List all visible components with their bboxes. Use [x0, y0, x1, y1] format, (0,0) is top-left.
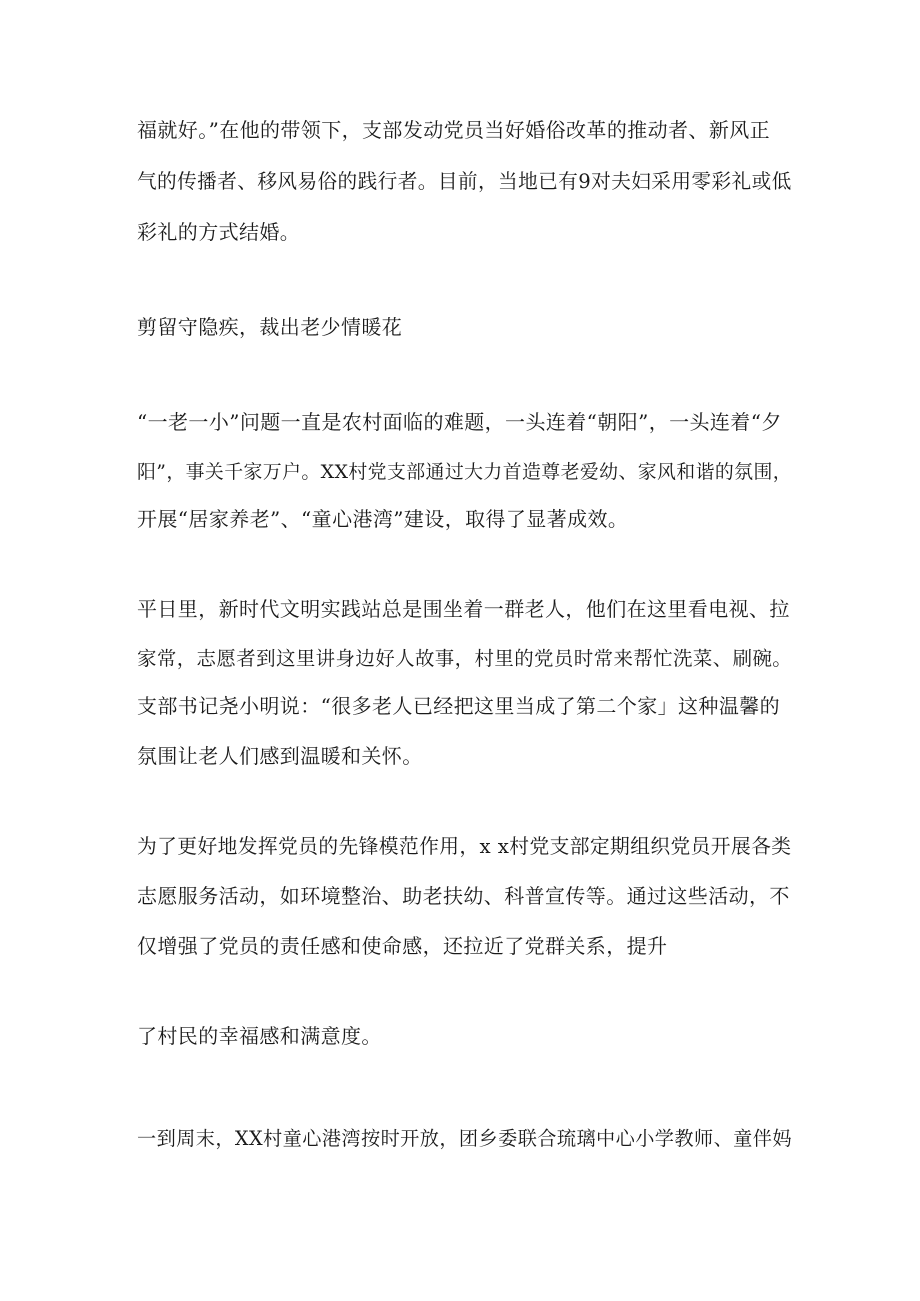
paragraph-7-line-1: 一到周末，XX村童心港湾按时开放，团乡委联合琉璃中心小学教师、童伴妈: [137, 1127, 792, 1150]
paragraph-1-line-3: 彩礼的方式结婚。: [137, 220, 301, 244]
paragraph-5-line-1: 为了更好地发挥党员的先锋模范作用，x x村党支部定期组织党员开展各类: [137, 835, 792, 858]
paragraph-5-line-3: 仅增强了党员的责任感和使命感，还拉近了党群关系，提升: [137, 934, 668, 958]
paragraph-4-line-2: 家常，志愿者到这里讲身边好人故事，村里的党员时常来帮忙洗菜、刷碗。: [137, 647, 793, 670]
paragraph-6-line-1: 了村民的幸福感和满意度。: [137, 1024, 382, 1048]
paragraph-4-line-1: 平日里，新时代文明实践站总是围坐着一群老人，他们在这里看电视、拉: [137, 597, 790, 621]
paragraph-5-line-2: 志愿服务活动，如环境整治、助老扶幼、科普宣传等。通过这些活动，不: [137, 884, 790, 908]
paragraph-4-line-4: 氛围让老人们感到温暖和关怀。: [137, 744, 423, 768]
paragraph-3-line-2: 阳”，事关千家万户。XX村党支部通过大力首造尊老爱幼、家风和谐的氛围，: [137, 461, 793, 483]
paragraph-1-line-1: 福就好。”在他的带领下，支部发动党员当好婚俗改革的推动者、新风正: [137, 118, 771, 142]
paragraph-3-line-1: “一老一小”问题一直是农村面临的难题，一头连着“朝阳”，一头连着“夕: [137, 410, 782, 434]
paragraph-3-line-3: 开展“居家养老”、“童心港湾”建设，取得了显著成效。: [137, 507, 629, 531]
paragraph-4-line-3: 支部书记尧小明说：“很多老人已经把这里当成了第二个家」这种温馨的: [137, 694, 781, 718]
paragraph-1-line-2: 气的传播者、移风易俗的践行者。目前，当地已有9对夫妇采用零彩礼或低: [137, 170, 792, 193]
section-heading: 剪留守隐疾，裁出老少情暖花: [137, 315, 403, 339]
